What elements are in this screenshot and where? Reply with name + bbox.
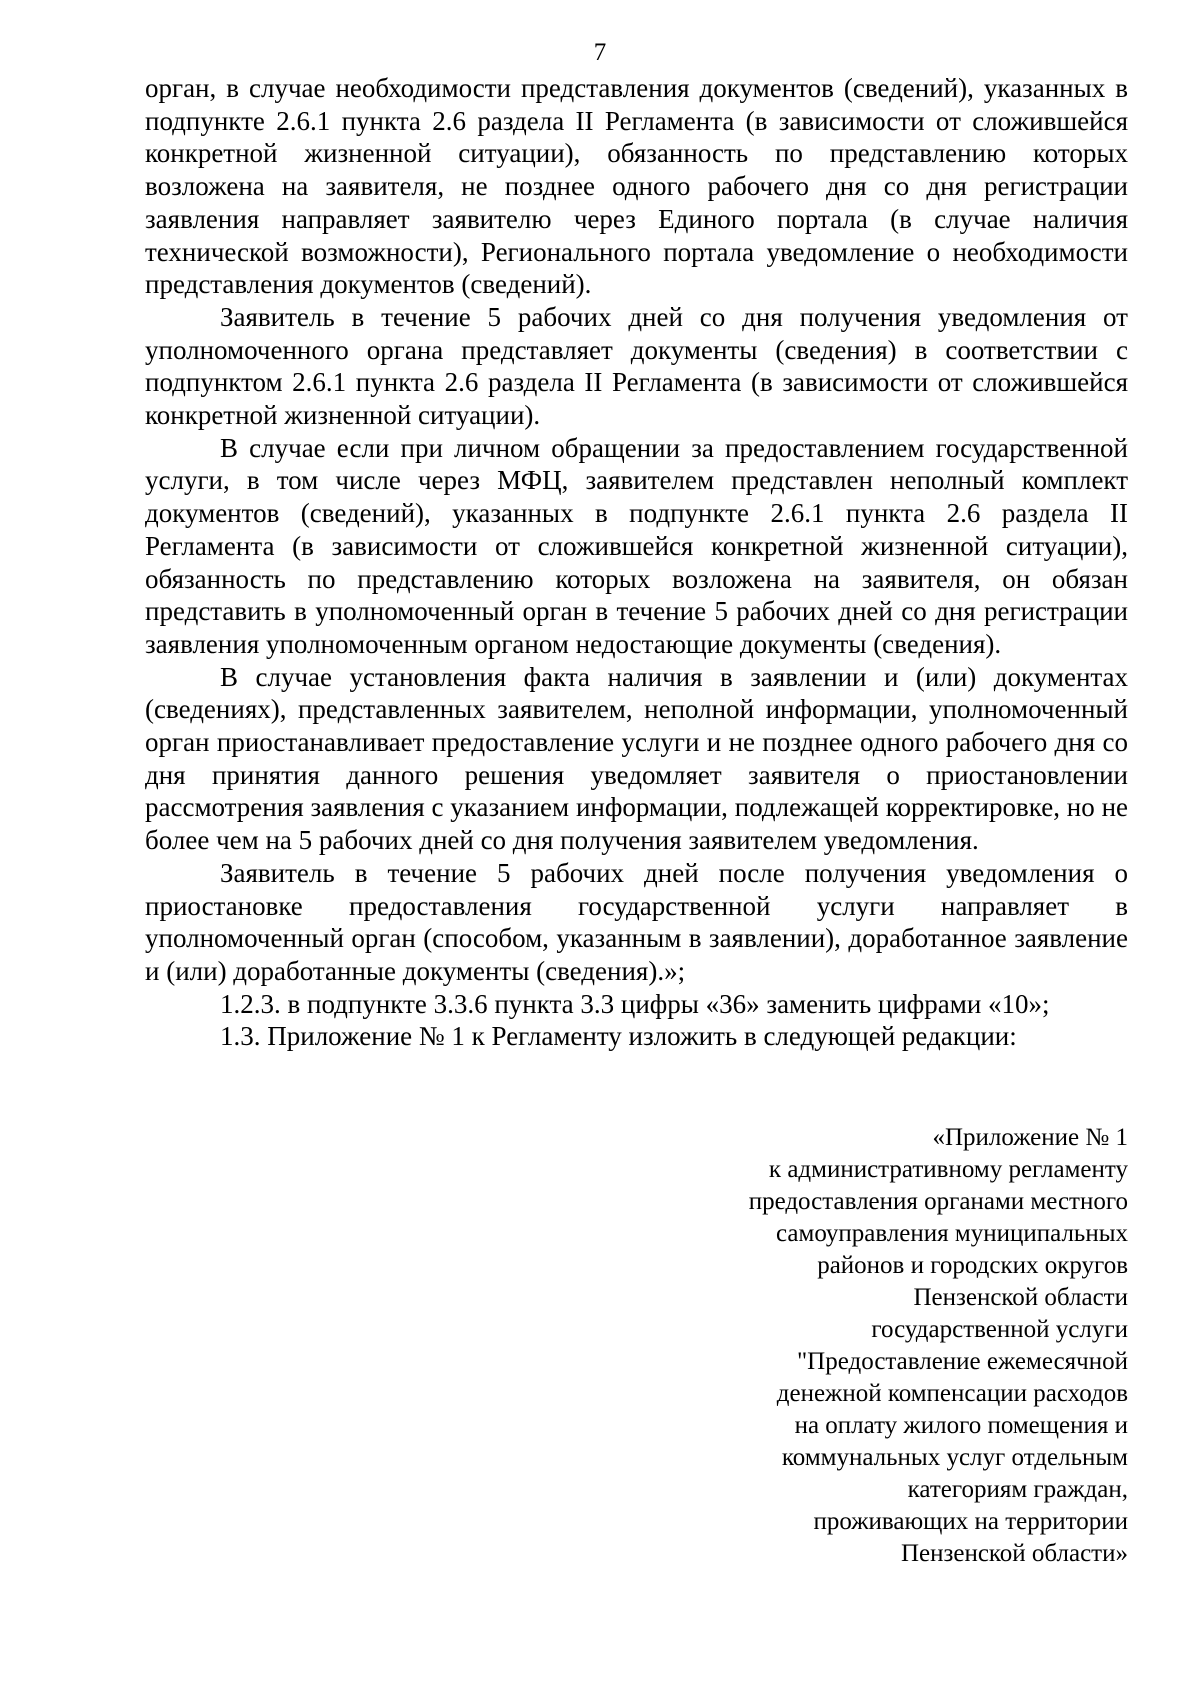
paragraph-incomplete-information: В случае установления факта наличия в заявлении и (или) документах (сведениях), представленных заявителем, неполной информации, уполномоченный орган приостанавливает предоставление услуги и не позднее одного рабочего дня со дня принятия данного решения уведомляет заявителя о приостановлении рассмотрения заявления с указанием информации, подлежащей корректировке, но не более чем на 5 рабочих дней со дня получения заявителем уведомления. <box>145 661 1128 856</box>
appendix-line: на оплату жилого помещения и <box>794 1412 1128 1439</box>
paragraph-personal-appeal: В случае если при личном обращении за предоставлением государственной услуги, в том числе через МФЦ, заявителем представлен неполный комплект документов (сведений), указанных в подпункте 2.6.1 пункта 2.6 раздела II Регламента (в зависимости от сложившейся конкретной жизненной ситуации), обязанность по представлению которых возложена на заявителя, он обязан представить в уполномоченный орган в течение 5 рабочих дней со дня регистрации заявления уполномоченным органом недостающие документы (сведения). <box>145 432 1128 659</box>
page-number: 7 <box>593 39 607 66</box>
paragraph-continuation: орган, в случае необходимости представления документов (сведений), указанных в подпункте 2.6.1 пункта 2.6 раздела II Регламента (в зависимости от сложившейся конкретной жизненной ситуации), обязанность по представлению которых возложена на заявителя, не позднее одного рабочего дня со дня регистрации заявления направляет заявителю через Единого портала (в случае наличия технической возможности), Регионального портала уведомление о необходимости представления документов (сведений). <box>145 73 1128 300</box>
appendix-line: Пензенской области» <box>900 1540 1128 1567</box>
appendix-line: самоуправления муниципальных <box>776 1220 1128 1247</box>
appendix-line: предоставления органами местного <box>748 1188 1128 1215</box>
appendix-line: «Приложение № 1 <box>932 1124 1128 1151</box>
appendix-line: к административному регламенту <box>768 1156 1128 1183</box>
appendix-line: "Предоставление ежемесячной <box>796 1348 1128 1375</box>
appendix-line: категориям граждан, <box>907 1476 1128 1503</box>
document-body <box>145 72 1128 1053</box>
appendix-line: коммунальных услуг отдельным <box>781 1444 1128 1471</box>
paragraph-amendment-1-3: 1.3. Приложение № 1 к Регламенту изложить в следующей редакции: <box>220 1021 1017 1052</box>
appendix-line: Пензенской области <box>913 1284 1128 1311</box>
appendix-line: государственной услуги <box>871 1316 1128 1343</box>
paragraph-applicant-submission: Заявитель в течение 5 рабочих дней со дня получения уведомления от уполномоченного органа представляет документы (сведения) в соответствии с подпунктом 2.6.1 пункта 2.6 раздела II Регламента (в зависимости от сложившейся конкретной жизненной ситуации). <box>145 301 1128 431</box>
appendix-line: районов и городских округов <box>817 1252 1128 1279</box>
appendix-line: проживающих на территории <box>813 1508 1128 1535</box>
paragraph-suspension-response: Заявитель в течение 5 рабочих дней после получения уведомления о приостановке предоставления государственной услуги направляет в уполномоченный орган (способом, указанным в заявлении), доработанное заявление и (или) доработанные документы (сведения).»; <box>145 857 1128 986</box>
appendix-heading <box>600 1122 1128 1570</box>
appendix-line: денежной компенсации расходов <box>776 1380 1128 1407</box>
paragraph-amendment-1-2-3: 1.2.3. в подпункте 3.3.6 пункта 3.3 цифры «36» заменить цифрами «10»; <box>220 988 1050 1019</box>
